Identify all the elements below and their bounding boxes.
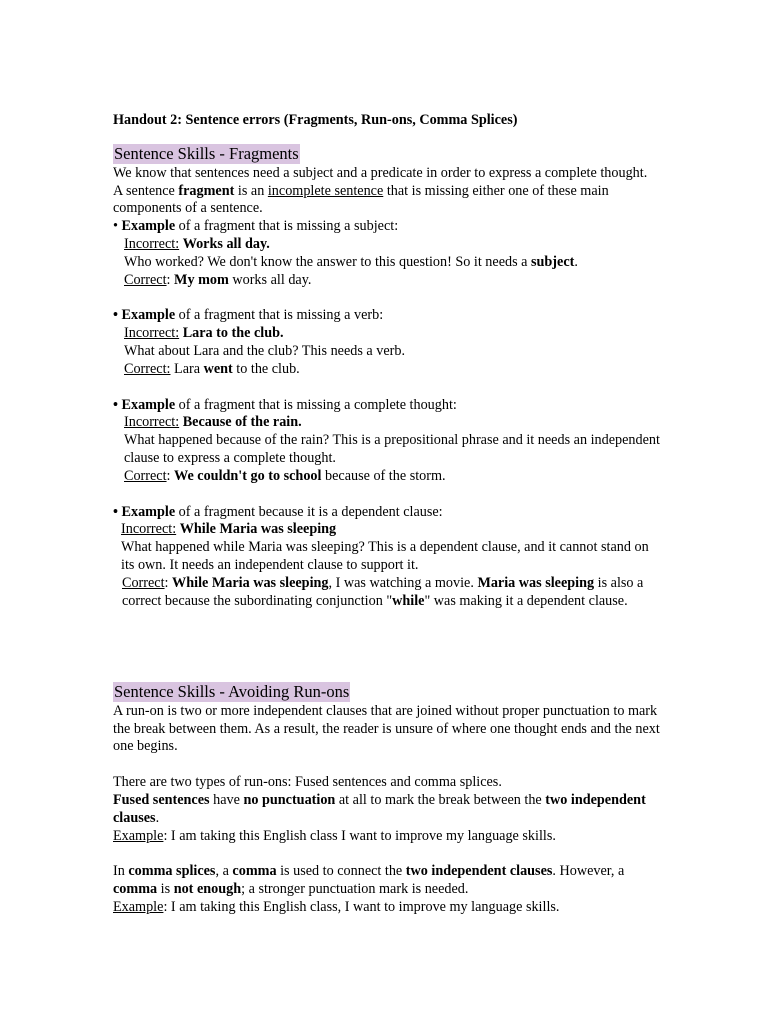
runons-types: There are two types of run-ons: Fused sentences and comma splices.: [113, 774, 502, 791]
fragments-intro-2: A sentence fragment is an incomplete sentence that is missing either one of these main components of a sentence.: [113, 182, 609, 217]
fused-sentences-definition: Fused sentences have no punctuation at all to mark the break between the two independent clauses.: [113, 791, 646, 826]
runons-intro: A run-on is two or more independent clauses that are joined without proper punctuation to mark the break between them. As a result, the reader is unsure of where one thought ends and the next one begins.: [113, 702, 660, 755]
fused-example: Example: I am taking this English class I want to improve my language skills.: [113, 827, 556, 844]
example-4-explanation: What happened while Maria was sleeping? This is a dependent clause, and it cannot stand on its own. It needs an independent clause to support it.: [121, 539, 649, 573]
example-1-explanation: Who worked? We don't know the answer to this question! So it needs a subject.: [124, 253, 578, 270]
example-2-correct: Correct: Lara went to the club.: [124, 360, 300, 377]
example-4-correct: Correct: While Maria was sleeping, I was watching a movie. Maria was sleeping is also a correct because the subordinating conjunction "while" was making it a dependent clause.: [122, 574, 644, 609]
example-4-incorrect: Incorrect: While Maria was sleeping: [121, 521, 337, 538]
section-runons: [113, 682, 661, 917]
example-2-header: • Example of a fragment that is missing a verb:: [113, 307, 384, 324]
example-2-incorrect: Incorrect: Lara to the club.: [124, 325, 284, 342]
example-1-incorrect: Incorrect: Works all day.: [124, 235, 270, 252]
example-1-header: • Example of a fragment that is missing a subject:: [113, 218, 399, 235]
example-1-correct: Correct: My mom works all day.: [124, 271, 312, 288]
handout-title: Handout 2: Sentence errors (Fragments, Run-ons, Comma Splices): [113, 112, 518, 128]
example-3-correct: Correct: We couldn't go to school because of the storm.: [124, 467, 446, 484]
section-fragments: [113, 144, 661, 610]
example-3-incorrect: Incorrect: Because of the rain.: [124, 414, 302, 431]
section-heading-fragments: Sentence Skills - Fragments: [114, 144, 299, 163]
example-4-header: • Example of a fragment because it is a dependent clause:: [113, 503, 443, 520]
comma-splice-example: Example: I am taking this English class, I want to improve my language skills.: [113, 898, 560, 915]
fragments-intro-1: We know that sentences need a subject and a predicate in order to express a complete thought.: [113, 164, 648, 181]
comma-splices-definition: In comma splices, a comma is used to connect the two independent clauses. However, a comma is not enough; a stronger punctuation mark is needed.: [113, 863, 625, 898]
example-3-explanation: What happened because of the rain? This is a prepositional phrase and it needs an independent clause to express a complete thought.: [124, 432, 660, 466]
section-heading-runons: Sentence Skills - Avoiding Run-ons: [114, 682, 350, 701]
example-3-header: • Example of a fragment that is missing a complete thought:: [113, 396, 457, 413]
example-2-explanation: What about Lara and the club? This needs a verb.: [124, 342, 406, 359]
